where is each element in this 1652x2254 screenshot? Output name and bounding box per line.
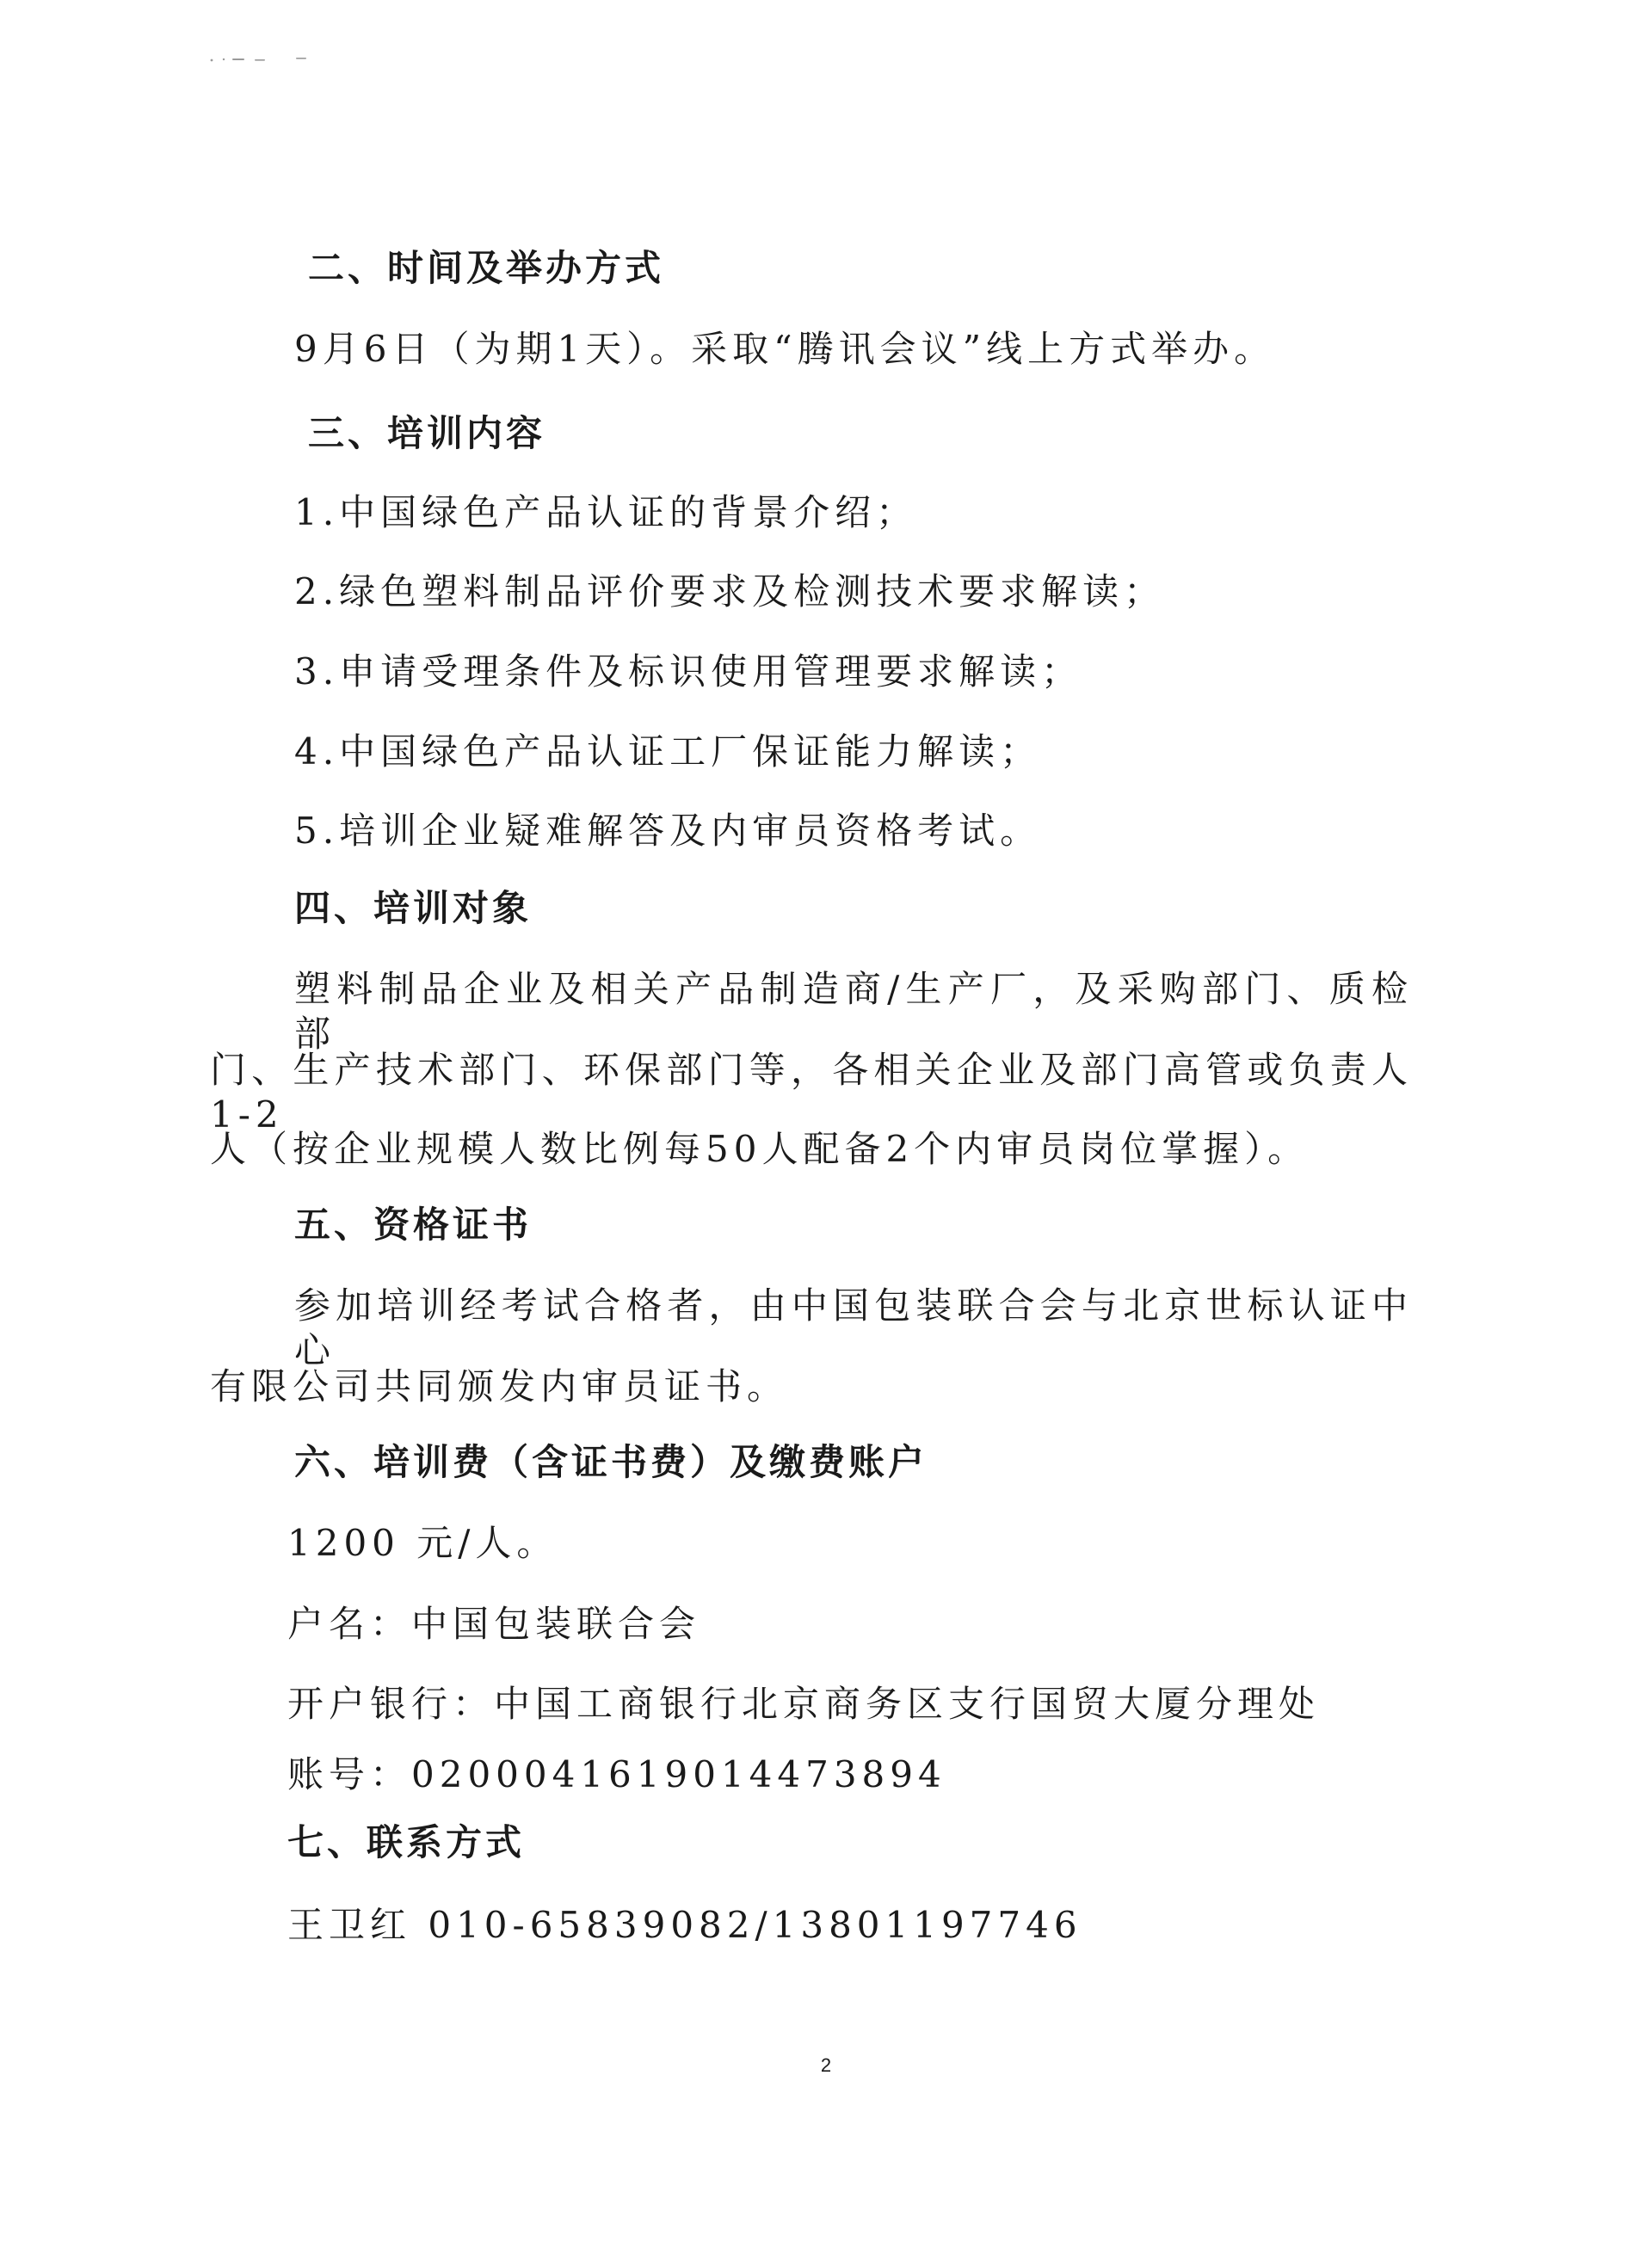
contact-text: 王卫红 010-65839082/13801197746 xyxy=(287,1904,1082,1946)
audience-line-3: 人（按企业规模人数比例每50人配备2个内审员岗位掌握）。 xyxy=(210,1128,1310,1170)
fee-bank: 开户银行：中国工商银行北京商务区支行国贸大厦分理处 xyxy=(287,1683,1321,1725)
certificate-line-1: 参加培训经考试合格者，由中国包装联合会与北京世标认证中心 xyxy=(294,1284,1413,1371)
section-heading-audience: 四、培训对象 xyxy=(294,887,533,929)
content-item-5: 5.培训企业疑难解答及内审员资格考试。 xyxy=(294,810,1042,852)
section-heading-contact: 七、联系方式 xyxy=(287,1821,526,1863)
audience-line-1: 塑料制品企业及相关产品制造商/生产厂，及采购部门、质检部 xyxy=(294,968,1413,1055)
fee-account-name: 户名：中国包装联合会 xyxy=(287,1603,701,1645)
page-number: 2 xyxy=(820,2054,832,2076)
section-heading-fee: 六、培训费（含证书费）及缴费账户 xyxy=(294,1441,928,1483)
audience-line-2: 门、生产技术部门、环保部门等，各相关企业及部门高管或负责人 1-2 xyxy=(210,1049,1413,1136)
certificate-line-2: 有限公司共同颁发内审员证书。 xyxy=(210,1365,789,1407)
section-heading-content: 三、培训内容 xyxy=(308,412,546,454)
fee-price: 1200 元/人。 xyxy=(287,1522,558,1564)
time-text: 9月6日（为期1天）。采取“腾讯会议”线上方式举办。 xyxy=(294,328,1276,370)
content-item-4: 4.中国绿色产品认证工厂保证能力解读； xyxy=(294,730,1042,773)
content-item-1: 1.中国绿色产品认证的背景介绍； xyxy=(294,491,918,533)
content-item-2: 2.绿色塑料制品评价要求及检测技术要求解读； xyxy=(294,570,1166,613)
fee-account-number: 账号：0200041619014473894 xyxy=(287,1753,946,1795)
content-item-3: 3.申请受理条件及标识使用管理要求解读； xyxy=(294,650,1083,693)
section-heading-time: 二、时间及举办方式 xyxy=(308,247,665,289)
section-heading-certificate: 五、资格证书 xyxy=(294,1204,533,1246)
